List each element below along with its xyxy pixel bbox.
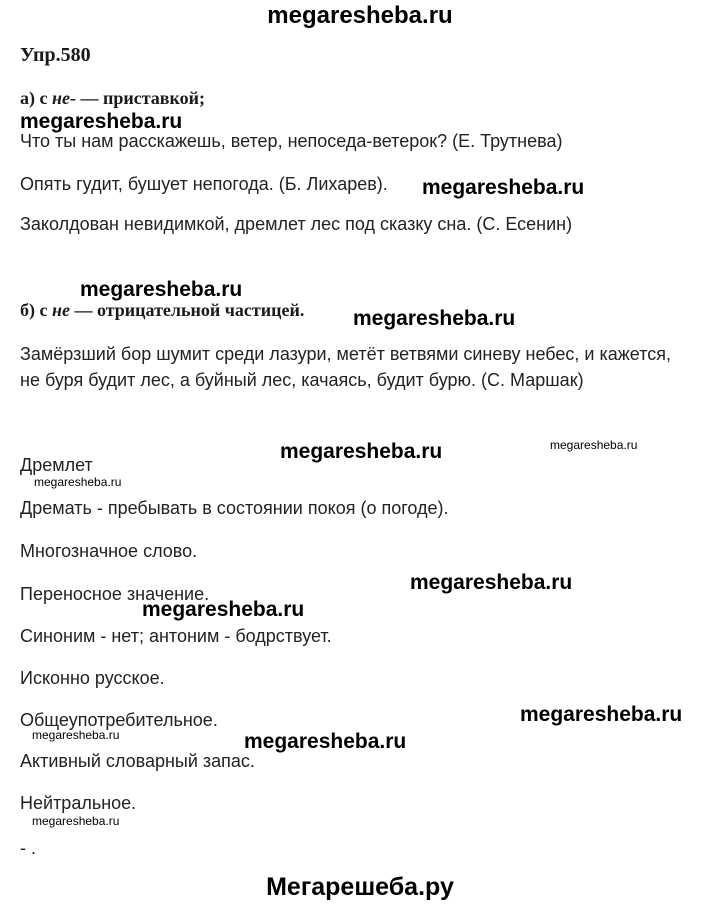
watermark: megaresheba.ru <box>32 728 120 742</box>
exercise-title: Упр.580 <box>20 44 91 66</box>
part-b-sentence-2: не буря будит лес, а буйный лес, качаясь, будит бурю. (С. Маршак) <box>20 370 584 390</box>
analysis-item: Активный словарный запас. <box>20 751 255 771</box>
analysis-definition: Дремать - пребывать в состоянии покоя (о погоде). <box>20 498 449 518</box>
watermark: megaresheba.ru <box>142 598 305 621</box>
watermark: megaresheba.ru <box>550 438 638 452</box>
part-b-prefix: б) с <box>20 300 52 320</box>
analysis-item: Переносное значение. <box>20 584 210 604</box>
analysis-item: - . <box>20 838 36 858</box>
watermark: megaresheba.ru <box>80 278 243 301</box>
watermark: megaresheba.ru <box>34 475 122 489</box>
analysis-word: Дремлет <box>20 455 93 475</box>
part-a-sentence-3: Заколдован невидимкой, дремлет лес под сказку сна. (С. Есенин) <box>20 214 573 234</box>
part-b-italic: не <box>51 300 70 320</box>
analysis-item: Синоним - нет; антоним - бодрствует. <box>20 626 332 646</box>
watermark: megaresheba.ru <box>20 110 183 133</box>
part-b-heading <box>20 300 304 321</box>
part-a-suffix: — приставкой; <box>75 88 205 108</box>
part-a-sentence-1: Что ты нам расскажешь, ветер, непоседа-ветерок? (Е. Трутнева) <box>20 131 563 151</box>
header-watermark: megaresheba.ru <box>267 2 453 29</box>
watermark: megaresheba.ru <box>422 176 585 199</box>
part-a-prefix: а) с <box>20 88 52 108</box>
watermark: megaresheba.ru <box>280 440 443 463</box>
analysis-item: Общеупотребительное. <box>20 710 218 730</box>
watermark: megaresheba.ru <box>32 814 120 828</box>
analysis-item: Многозначное слово. <box>20 541 198 561</box>
part-a-italic: не- <box>51 88 76 108</box>
watermark: megaresheba.ru <box>244 730 407 753</box>
footer-brand: Мегарешеба.ру <box>266 873 454 901</box>
watermark: megaresheba.ru <box>410 571 573 594</box>
part-a-heading <box>20 88 205 109</box>
part-b-suffix: — отрицательной частицей. <box>69 300 305 320</box>
analysis-item: Нейтральное. <box>20 793 137 813</box>
part-a-sentence-2: Опять гудит, бушует непогода. (Б. Лихарев). <box>20 174 388 194</box>
analysis-item: Исконно русское. <box>20 668 165 688</box>
watermark: megaresheba.ru <box>520 703 683 726</box>
watermark: megaresheba.ru <box>353 307 516 330</box>
part-b-sentence-1: Замёрзший бор шумит среди лазури, метёт ветвями синеву небес, и кажется, <box>20 344 672 364</box>
